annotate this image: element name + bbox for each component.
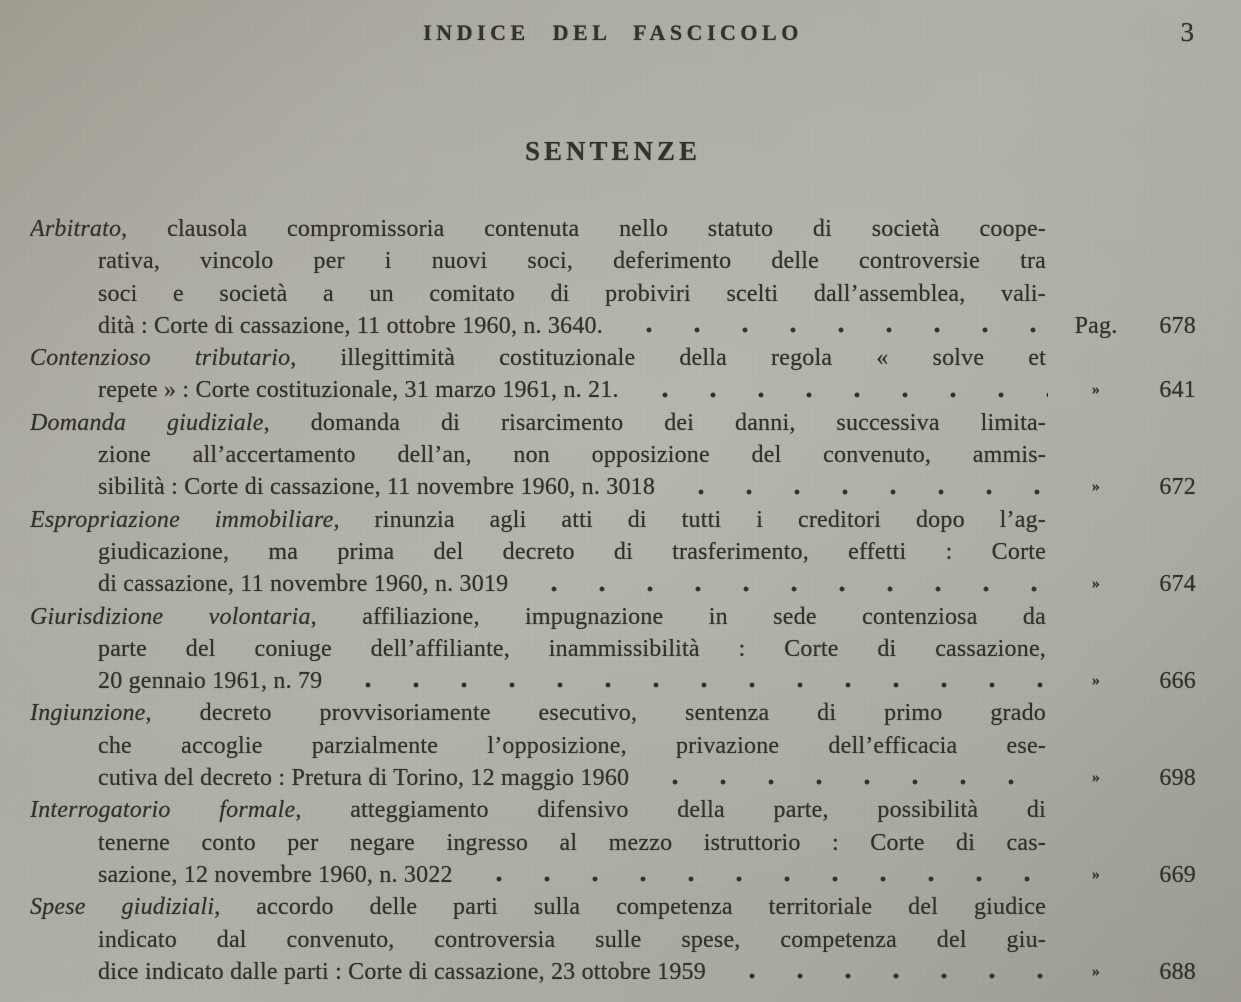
- entry-continuation-line: parte del coniuge dell’affiliante, inammissibilità : Corte di cassazione,: [98, 635, 1046, 662]
- index-entry: [30, 504, 1196, 601]
- page-ref-label: »: [1091, 381, 1101, 399]
- index-entry: [30, 794, 1196, 891]
- entry-text: dice indicato dalle parti : Corte di cassazione, 23 ottobre 1959: [98, 958, 706, 985]
- entry-first-line: [30, 504, 1046, 536]
- page-ref-number: 672: [1159, 474, 1196, 501]
- page-ref-label: »: [1091, 769, 1101, 787]
- dot-leader: [665, 471, 1048, 503]
- page-header: [30, 17, 1196, 50]
- entry-term: Contenzioso tributario: [30, 345, 291, 372]
- entry-last-line: [30, 374, 1196, 406]
- entry-term: Arbitrato: [30, 216, 122, 242]
- entry-last-line: [30, 665, 1196, 697]
- entry-text: sazione, 12 novembre 1960, n. 3022: [98, 861, 453, 888]
- entry-text: dità : Corte di cassazione, 11 ottobre 1960, n. 3640.: [98, 312, 603, 339]
- entry-continuation-line: che accoglie parzialmente l’opposizione, privazione dell’efficacia ese-: [98, 732, 1046, 759]
- entry-term: Interrogatorio formale: [30, 797, 296, 824]
- entry-text: , domanda di risarcimento dei danni, successiva limita-: [263, 409, 1046, 436]
- entry-last-line: [30, 568, 1196, 600]
- entry-first-line: [30, 794, 1046, 826]
- index-entry: [30, 601, 1196, 698]
- entry-text: , illegittimità costituzionale della regola « solve et: [290, 345, 1046, 372]
- dot-leader: [332, 665, 1048, 697]
- index-entry: [30, 697, 1196, 794]
- entry-last-line: [30, 956, 1196, 988]
- page-ref-number: 674: [1159, 571, 1196, 598]
- entry-last-line: [30, 859, 1196, 891]
- page-ref-number: 641: [1159, 377, 1196, 404]
- index-entry: [30, 891, 1196, 988]
- entry-text: di cassazione, 11 novembre 1960, n. 3019: [98, 571, 509, 598]
- page-number: 3: [1180, 17, 1194, 47]
- entry-continuation-line: rativa, vincolo per i nuovi soci, deferimento delle controversie tra: [98, 248, 1046, 275]
- index-entries: [30, 213, 1196, 988]
- page-ref-label: »: [1091, 575, 1101, 593]
- page-ref-number: 698: [1159, 765, 1196, 792]
- entry-first-line: [30, 407, 1046, 439]
- index-entry: [30, 407, 1196, 504]
- page-ref-number: 666: [1159, 668, 1196, 695]
- dot-leader: [639, 762, 1048, 794]
- dot-leader: [629, 374, 1048, 406]
- entry-text: , clausola compromissoria contenuta nello statuto di società coope-: [121, 216, 1046, 242]
- page-ref-number: 669: [1159, 861, 1196, 888]
- entry-continuation-line: zione all’accertamento dell’an, non opposizione del convenuto, ammis-: [98, 442, 1046, 469]
- entry-text: sibilità : Corte di cassazione, 11 novembre 1960, n. 3018: [98, 474, 656, 501]
- entry-continuation-line: soci e società a un comitato di probiviri scelti dall’assemblea, vali-: [98, 280, 1046, 307]
- dot-leader: [716, 956, 1048, 988]
- page-ref-label: »: [1091, 962, 1101, 980]
- dot-leader: [613, 310, 1048, 342]
- entry-text: 20 gennaio 1961, n. 79: [98, 668, 323, 695]
- page-ref-label: »: [1091, 865, 1101, 883]
- page-ref-label: »: [1091, 672, 1101, 690]
- entry-text: cutiva del decreto : Pretura di Torino, 12 maggio 1960: [98, 765, 630, 792]
- entry-first-line: [30, 342, 1046, 374]
- entry-text: , affiliazione, impugnazione in sede contenziosa da: [310, 603, 1046, 630]
- page-ref-number: 688: [1159, 958, 1196, 985]
- entry-continuation-line: indicato dal convenuto, controversia sulle spese, competenza del giu-: [98, 926, 1046, 953]
- entry-text: repete » : Corte costituzionale, 31 marzo 1961, n. 21.: [98, 377, 619, 404]
- index-entry: [30, 342, 1196, 407]
- dot-leader: [518, 568, 1048, 600]
- entry-text: , rinunzia agli atti di tutti i creditori dopo l’ag-: [333, 506, 1046, 533]
- entry-text: , decreto provvisoriamente esecutivo, sentenza di primo grado: [145, 700, 1046, 727]
- entry-term: Domanda giudiziale: [30, 409, 264, 436]
- section-title: SENTENZE: [524, 136, 702, 166]
- page-ref-number: 678: [1159, 312, 1196, 339]
- entry-last-line: [30, 310, 1196, 342]
- page-ref-label: »: [1091, 478, 1101, 496]
- entry-continuation-line: giudicazione, ma prima del decreto di trasferimento, effetti : Corte: [98, 538, 1046, 565]
- page-ref-label: Pag.: [1074, 312, 1118, 339]
- entry-first-line: [30, 601, 1046, 633]
- dot-leader: [463, 859, 1048, 891]
- entry-term: Spese giudiziali: [30, 894, 215, 921]
- entry-last-line: [30, 762, 1196, 794]
- index-entry: [30, 213, 1196, 342]
- entry-text: , accordo delle parti sulla competenza territoriale del giudice: [214, 894, 1046, 921]
- entry-continuation-line: tenerne conto per negare ingresso al mezzo istruttorio : Corte di cas-: [98, 829, 1046, 856]
- entry-first-line: [30, 213, 1046, 245]
- entry-first-line: [30, 697, 1046, 729]
- entry-term: Ingiunzione: [30, 700, 146, 727]
- entry-term: Espropriazione immobiliare: [30, 506, 334, 533]
- entry-term: Giurisdizione volontaria: [30, 603, 311, 630]
- entry-text: , atteggiamento difensivo della parte, possibilità di: [295, 797, 1046, 824]
- entry-first-line: [30, 891, 1046, 923]
- entry-last-line: [30, 471, 1196, 503]
- running-title: INDICE DEL FASCICOLO: [423, 20, 803, 45]
